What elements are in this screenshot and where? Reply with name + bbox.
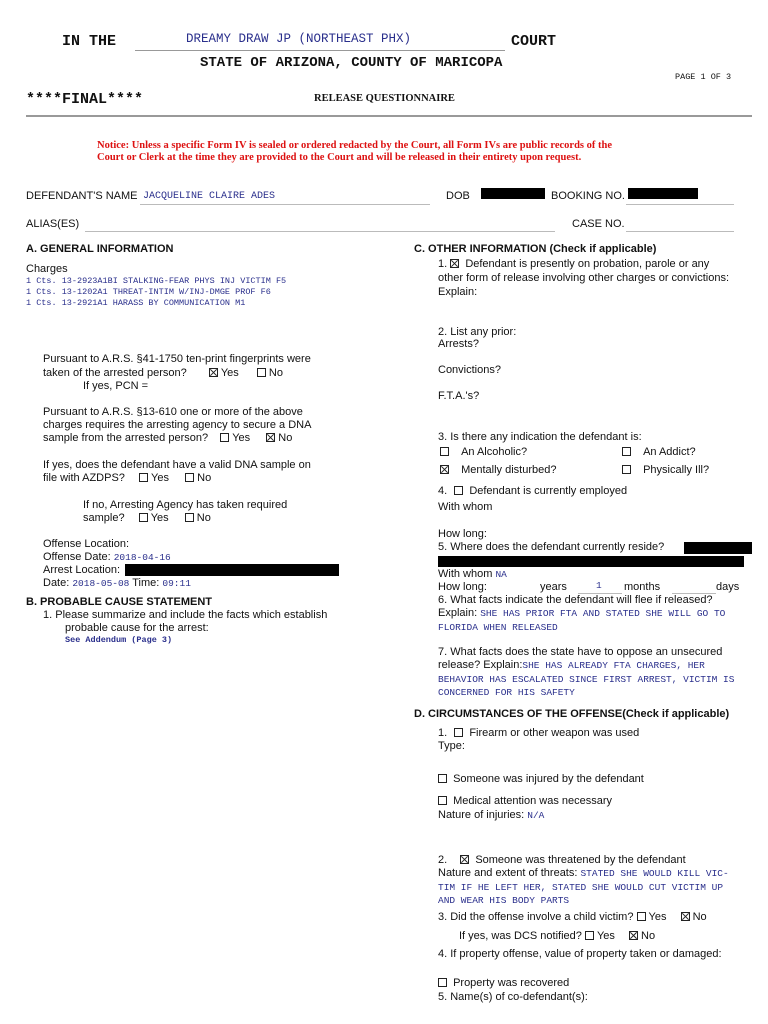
dna-yes-checkbox[interactable] bbox=[220, 433, 229, 442]
fingerprint-no-label: No bbox=[268, 367, 283, 379]
child-victim-yes-checkbox[interactable] bbox=[637, 912, 646, 921]
threatened-number: 2. bbox=[438, 854, 448, 866]
employed-number: 4. bbox=[438, 485, 448, 497]
injured-label: Someone was injured by the defendant bbox=[453, 773, 644, 785]
threatened-row bbox=[438, 854, 686, 866]
offense-date-row bbox=[43, 551, 171, 563]
threats-value-1: STATED SHE WOULD KILL VIC- bbox=[580, 868, 729, 879]
header-divider bbox=[26, 115, 752, 117]
medical-row bbox=[438, 795, 612, 807]
oppose-value-3: CONCERNED FOR HIS SAFETY bbox=[438, 687, 575, 698]
probation-text-2: other form of release involving other charges or convictions: bbox=[438, 272, 730, 284]
alias-label: ALIAS(ES) bbox=[26, 218, 80, 230]
child-victim-yes-label: Yes bbox=[648, 911, 667, 923]
dob-label: DOB bbox=[446, 190, 470, 202]
section-c-title: C. OTHER INFORMATION (Check if applicable) bbox=[414, 243, 657, 255]
dna-question-text: sample from the arrested person? bbox=[43, 432, 209, 444]
alcoholic-checkbox[interactable] bbox=[440, 447, 449, 456]
section-a-title: A. GENERAL INFORMATION bbox=[26, 243, 174, 255]
employer-label: With whom bbox=[438, 501, 493, 513]
dcs-row bbox=[459, 930, 655, 942]
oppose-explain-label: release? Explain: bbox=[438, 659, 523, 671]
fingerprint-question-2 bbox=[43, 367, 283, 379]
flee-explain-value-2: FLORIDA WHEN RELEASED bbox=[438, 622, 558, 633]
required-sample-yes-label: Yes bbox=[150, 512, 169, 524]
nature-injuries-row bbox=[438, 809, 544, 821]
addendum-reference: See Addendum (Page 3) bbox=[65, 635, 173, 645]
case-label: CASE NO. bbox=[572, 218, 625, 230]
valid-dna-no-checkbox[interactable] bbox=[185, 473, 194, 482]
reside-months-label: months bbox=[624, 581, 661, 593]
priors-convictions: Convictions? bbox=[438, 364, 501, 376]
valid-dna-yes-checkbox[interactable] bbox=[139, 473, 148, 482]
reside-with-value: NA bbox=[495, 569, 507, 580]
oppose-question-1: 7. What facts does the state have to oppose an unsecured bbox=[438, 646, 723, 658]
booking-redaction bbox=[628, 188, 698, 199]
reside-with-label: With whom bbox=[438, 568, 493, 580]
charge-2: 1 Cts. 13-1202A1 THREAT-INTIM W/INJ-DMGE PROF F6 bbox=[26, 287, 271, 297]
required-sample-question-1: If no, Arresting Agency has taken required bbox=[83, 499, 288, 511]
probable-cause-question-2: probable cause for the arrest: bbox=[65, 622, 209, 634]
final-label: ****FINAL**** bbox=[26, 91, 144, 108]
threats-value-3: AND WEAR HIS BODY PARTS bbox=[438, 895, 570, 906]
probable-cause-question-1: 1. Please summarize and include the facts which establish bbox=[43, 609, 328, 621]
physical-option bbox=[622, 464, 709, 476]
arrest-date-label: Date: bbox=[43, 577, 70, 589]
dcs-yes-label: Yes bbox=[596, 930, 615, 942]
physical-checkbox[interactable] bbox=[622, 465, 631, 474]
child-victim-no-label: No bbox=[692, 911, 707, 923]
dna-question-3 bbox=[43, 432, 292, 444]
section-b-title: B. PROBABLE CAUSE STATEMENT bbox=[26, 596, 212, 608]
employed-label: Defendant is currently employed bbox=[469, 485, 628, 497]
dcs-question: If yes, was DCS notified? bbox=[459, 930, 582, 942]
arrest-time-label: Time: bbox=[132, 577, 160, 589]
injured-checkbox[interactable] bbox=[438, 774, 447, 783]
oppose-value-1: SHE HAS ALREADY FTA CHARGES, HER bbox=[522, 660, 705, 671]
defendant-name-label: DEFENDANT'S NAME bbox=[26, 190, 138, 202]
page-number: PAGE 1 OF 3 bbox=[675, 72, 732, 82]
court-name: DREAMY DRAW JP (NORTHEAST PHX) bbox=[186, 32, 412, 46]
flee-question: 6. What facts indicate the defendant will flee if released? bbox=[438, 594, 713, 606]
form-title: RELEASE QUESTIONNAIRE bbox=[314, 93, 455, 104]
threats-label: Nature and extent of threats: bbox=[438, 867, 578, 879]
probation-row bbox=[438, 258, 709, 270]
valid-dna-no-label: No bbox=[197, 472, 212, 484]
mental-checkbox[interactable] bbox=[440, 465, 449, 474]
weapon-number: 1. bbox=[438, 727, 448, 739]
valid-dna-question-1: If yes, does the defendant have a valid DNA sample on bbox=[43, 459, 311, 471]
medical-checkbox[interactable] bbox=[438, 796, 447, 805]
employed-row bbox=[438, 485, 627, 497]
residence-redaction-2 bbox=[438, 556, 744, 567]
threatened-label: Someone was threatened by the defendant bbox=[475, 854, 686, 866]
offense-date-label: Offense Date: bbox=[43, 551, 111, 563]
flee-explain-row bbox=[438, 607, 725, 619]
dcs-yes-checkbox[interactable] bbox=[585, 931, 594, 940]
weapon-label: Firearm or other weapon was used bbox=[469, 727, 640, 739]
addict-checkbox[interactable] bbox=[622, 447, 631, 456]
alcoholic-option bbox=[440, 446, 527, 458]
alias-underline bbox=[85, 231, 555, 232]
required-sample-text: sample? bbox=[83, 512, 125, 524]
fingerprint-question-1: Pursuant to A.R.S. §41-1750 ten-print fingerprints were bbox=[43, 353, 311, 365]
defendant-name-underline bbox=[140, 204, 430, 205]
case-underline bbox=[626, 231, 734, 232]
court-name-underline bbox=[135, 50, 505, 51]
mental-label: Mentally disturbed? bbox=[461, 464, 557, 476]
threatened-checkbox[interactable] bbox=[460, 855, 469, 864]
probation-number: 1. bbox=[438, 258, 448, 270]
court-prefix: IN THE bbox=[62, 33, 117, 50]
addict-option bbox=[622, 446, 696, 458]
flee-explain-value-1: SHE HAS PRIOR FTA AND STATED SHE WILL GO TO bbox=[480, 608, 726, 619]
priors-arrests: Arrests? bbox=[438, 338, 479, 350]
reside-days-label: days bbox=[716, 581, 740, 593]
property-recovered-label: Property was recovered bbox=[453, 977, 570, 989]
weapon-type-label: Type: bbox=[438, 740, 465, 752]
valid-dna-question-2 bbox=[43, 472, 211, 484]
booking-label: BOOKING NO. bbox=[551, 190, 625, 202]
dna-question-2: charges requires the arresting agency to secure a DNA bbox=[43, 419, 312, 431]
defendant-name-value: JACQUELINE CLAIRE ADES bbox=[143, 191, 276, 202]
child-victim-no-checkbox[interactable] bbox=[681, 912, 690, 921]
arrest-location-label: Arrest Location: bbox=[43, 564, 121, 576]
valid-dna-yes-label: Yes bbox=[151, 472, 169, 484]
probation-checkbox[interactable] bbox=[450, 259, 459, 268]
reside-how-long-label: How long: bbox=[438, 581, 487, 593]
charge-3: 1 Cts. 13-2921A1 HARASS BY COMMUNICATION M1 bbox=[26, 298, 246, 308]
child-victim-row bbox=[438, 911, 707, 923]
arrest-date-row bbox=[43, 577, 191, 589]
nature-injuries-value: N/A bbox=[527, 810, 545, 821]
offense-date-value: 2018-04-16 bbox=[113, 552, 171, 563]
residence-redaction-1 bbox=[684, 542, 752, 554]
physical-label: Physically Ill? bbox=[643, 464, 710, 476]
oppose-question-2 bbox=[438, 659, 705, 671]
dob-redaction bbox=[481, 188, 545, 199]
medical-label: Medical attention was necessary bbox=[453, 795, 613, 807]
addict-label: An Addict? bbox=[643, 446, 696, 458]
section-d-title: D. CIRCUMSTANCES OF THE OFFENSE(Check if applicable) bbox=[414, 708, 730, 720]
probation-explain: Explain: bbox=[438, 286, 478, 298]
oppose-value-2: BEHAVIOR HAS ESCALATED SINCE FIRST ARREST, VICTIM IS bbox=[438, 674, 735, 685]
reside-with-row bbox=[438, 568, 507, 580]
dna-question-1: Pursuant to A.R.S. §13-610 one or more of the above bbox=[43, 406, 303, 418]
fingerprint-yes-checkbox[interactable] bbox=[209, 368, 218, 377]
booking-underline bbox=[626, 204, 734, 205]
fingerprint-question-text: taken of the arrested person? bbox=[43, 367, 187, 379]
reside-years-label: years bbox=[540, 581, 567, 593]
charge-1: 1 Cts. 13-2923A1BI STALKING-FEAR PHYS INJ VICTIM F5 bbox=[26, 276, 287, 286]
probation-text: Defendant is presently on probation, parole or any bbox=[465, 258, 710, 270]
required-sample-yes-checkbox[interactable] bbox=[139, 513, 148, 522]
property-recovered-row bbox=[438, 977, 569, 989]
required-sample-no-label: No bbox=[196, 512, 211, 524]
child-victim-question: 3. Did the offense involve a child victim? bbox=[438, 911, 634, 923]
notice-line-2: Court or Clerk at the time they are provided to the Court and will be released in their entirety upon request. bbox=[97, 152, 582, 163]
arrest-date-value: 2018-05-08 bbox=[72, 578, 130, 589]
priors-question: 2. List any prior: bbox=[438, 326, 517, 338]
residence-question: 5. Where does the defendant currently reside? bbox=[438, 541, 665, 553]
alcoholic-label: An Alcoholic? bbox=[461, 446, 528, 458]
weapon-row bbox=[438, 727, 639, 739]
dna-no-label: No bbox=[278, 432, 293, 444]
indication-question: 3. Is there any indication the defendant is: bbox=[438, 431, 642, 443]
offense-location-label: Offense Location: bbox=[43, 538, 130, 550]
pcn-label: If yes, PCN = bbox=[83, 380, 149, 392]
weapon-checkbox[interactable] bbox=[454, 728, 463, 737]
arrest-time-value: 09:11 bbox=[162, 578, 191, 589]
fingerprint-no-checkbox[interactable] bbox=[257, 368, 266, 377]
co-defendants-label: 5. Name(s) of co-defendant(s): bbox=[438, 991, 588, 1003]
injured-row bbox=[438, 773, 644, 785]
required-sample-question-2 bbox=[83, 512, 211, 524]
mental-option bbox=[440, 464, 556, 476]
state-county-title: STATE OF ARIZONA, COUNTY OF MARICOPA bbox=[200, 55, 503, 71]
valid-dna-question-text: file with AZDPS? bbox=[43, 472, 125, 484]
threats-row bbox=[438, 867, 729, 879]
employed-checkbox[interactable] bbox=[454, 486, 463, 495]
dcs-no-checkbox[interactable] bbox=[629, 931, 638, 940]
property-value-question: 4. If property offense, value of property taken or damaged: bbox=[438, 948, 722, 960]
fingerprint-yes-label: Yes bbox=[220, 367, 239, 379]
court-suffix: COURT bbox=[511, 33, 557, 50]
property-recovered-checkbox[interactable] bbox=[438, 978, 447, 987]
reside-months-value: 1 bbox=[596, 580, 602, 591]
nature-injuries-label: Nature of injuries: bbox=[438, 809, 525, 821]
arrest-location-redaction bbox=[125, 564, 339, 576]
threats-value-2: TIM IF HE LEFT HER, STATED SHE WOULD CUT VICTIM UP bbox=[438, 882, 724, 893]
dna-yes-label: Yes bbox=[232, 432, 251, 444]
dcs-no-label: No bbox=[641, 930, 656, 942]
dna-no-checkbox[interactable] bbox=[266, 433, 275, 442]
required-sample-no-checkbox[interactable] bbox=[185, 513, 194, 522]
notice-line-1: Notice: Unless a specific Form IV is sealed or ordered redacted by the Court, all Form IVs are public records of the bbox=[97, 140, 613, 151]
priors-ftas: F.T.A.'s? bbox=[438, 390, 480, 402]
flee-explain-label: Explain: bbox=[438, 607, 478, 619]
charges-label: Charges bbox=[26, 263, 68, 275]
employed-how-long: How long: bbox=[438, 528, 487, 540]
